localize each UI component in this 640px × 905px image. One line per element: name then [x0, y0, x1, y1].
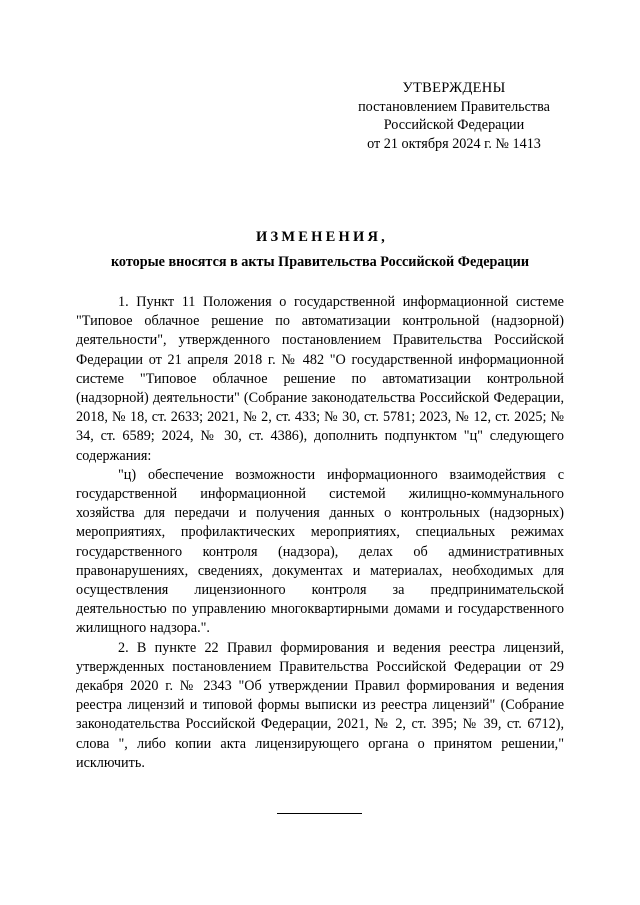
- paragraph-item-2: 2. В пункте 22 Правил формирования и ведения реестра лицензий, утвержденных постановлением Правительства Российской Федерации от 29 декабря 2020 г. № 2343 "Об утверждении Правил формирования и ведения реестра лицензий и типовой формы выписки из реестра лицензий" (Собрание законодательства Российской Федерации, 2021, № 2, ст. 395; № 39, ст. 6712), слова ", либо копии акта лицензирующего органа о принятом решении," исключить.: [76, 639, 564, 771]
- paragraph-item-1: 1. Пункт 11 Положения о государственной информационной системе "Типовое облачное решение по автоматизации контрольной (надзорной) деятельности", утвержденного постановлением Правительства Российской Федерации от 21 апреля 2018 г. № 482 "О государственной информационной системе "Типовое облачное решение по автоматизации контрольной (надзорной) деятельности" (Собрание законодательства Российской Федерации, 2018, № 18, ст. 2633; 2021, № 2, ст. 433; № 30, ст. 5781; 2023, № 12, ст. 2025; № 34, ст. 6589; 2024, № 30, ст. 4386), дополнить подпунктом "ц" следующего содержания:: [76, 294, 564, 464]
- approval-line: Российской Федерации: [383, 117, 525, 133]
- approval-date-line: от 21 октября 2024 г. № 1413: [367, 135, 541, 152]
- paragraph-quote: "ц) обеспечение возможности информационного взаимодействия с государственной информационной системой жилищно-коммунального хозяйства для передачи и получения данных о контрольных (надзорных) мероприятиях, профилактических мероприятиях, специальных режимах государственного контроля (надзора), делах об административных правонарушениях, сведениях, документах и материалах, необходимых для осуществления лицензионного контроля за предпринимательской деятельностью по управлению многоквартирными домами и государственного жилищного надзора.".: [76, 466, 564, 637]
- approval-stamp: [344, 79, 564, 153]
- approval-line: постановлением Правительства: [358, 98, 550, 115]
- document-body: [76, 293, 564, 773]
- document-title: ИЗМЕНЕНИЯ,: [256, 229, 388, 245]
- document-subtitle: которые вносятся в акты Правительства Российской Федерации: [110, 254, 530, 270]
- end-separator-line: [277, 813, 362, 814]
- approval-heading: УТВЕРЖДЕНЫ: [402, 80, 506, 96]
